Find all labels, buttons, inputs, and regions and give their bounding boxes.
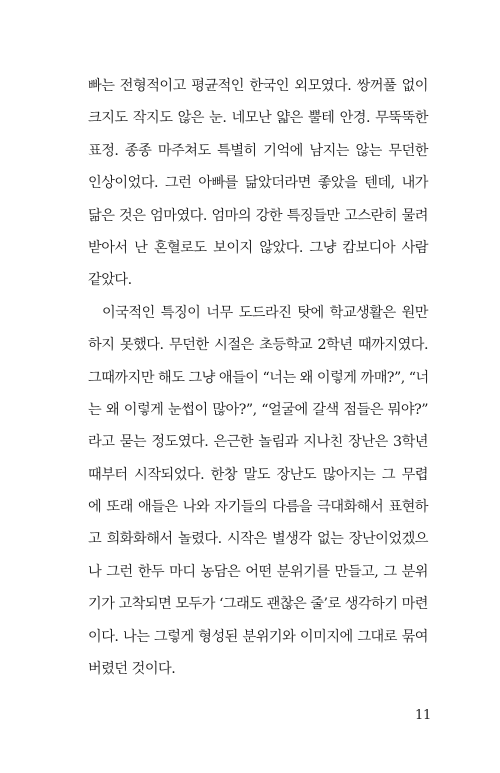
text-line: 빠는 전형적이고 평균적인 한국인 외모였다. 쌍꺼풀 없이 (88, 78, 428, 94)
text-line: 같았다. (88, 272, 132, 289)
text-line: 고 희화화해서 놀렸다. 시작은 별생각 없는 장난이었겠으 (88, 531, 428, 548)
text-line: 인상이었다. 그런 아빠를 닮았더라면 좋았을 텐데, 내가 (88, 175, 428, 192)
text-line: 이다. 나는 그렇게 형성된 분위기와 이미지에 그대로 묶여 (88, 628, 428, 645)
text-line: 라고 묻는 정도였다. 은근한 놀림과 지나친 장난은 3학년 (88, 434, 428, 451)
text-line: 버렸던 것이다. (88, 661, 176, 678)
text-line: 하지 못했다. 무던한 시절은 초등학교 2학년 때까지였다. (88, 337, 428, 354)
text-line: 기가 고착되면 모두가 ‘그래도 괜찮은 줄’로 생각하기 마련 (88, 596, 428, 613)
text-line: 에 또래 애들은 나와 자기들의 다름을 극대화해서 표현하 (88, 499, 428, 516)
body-text (88, 70, 428, 685)
text-line: 받아서 난 혼혈로도 보이지 않았다. 그냥 캄보디아 사람 (88, 239, 428, 256)
text-line: 때부터 시작되었다. 한창 말도 장난도 많아지는 그 무렵 (88, 466, 428, 483)
text-line: 는 왜 이렇게 눈썹이 많아?”, “얼굴에 갈색 점들은 뭐야?” (88, 401, 428, 418)
text-line: 닮은 것은 엄마였다. 엄마의 강한 특징들만 고스란히 물려 (88, 207, 428, 224)
text-line: 나 그런 한두 마디 농담은 어떤 분위기를 만들고, 그 분위 (88, 563, 428, 580)
text-line: 크지도 작지도 않은 눈. 네모난 얇은 뿔테 안경. 무뚝뚝한 (88, 110, 428, 127)
text-line: 표정. 종종 마주쳐도 특별히 기억에 남지는 않는 무던한 (88, 142, 428, 159)
page-number: 11 (415, 708, 431, 723)
text-line: 그때까지만 해도 그냥 애들이 “너는 왜 이렇게 까매?”, “너 (88, 369, 429, 386)
text-line: 이국적인 특징이 너무 도드라진 탓에 학교생활은 원만 (102, 304, 428, 321)
